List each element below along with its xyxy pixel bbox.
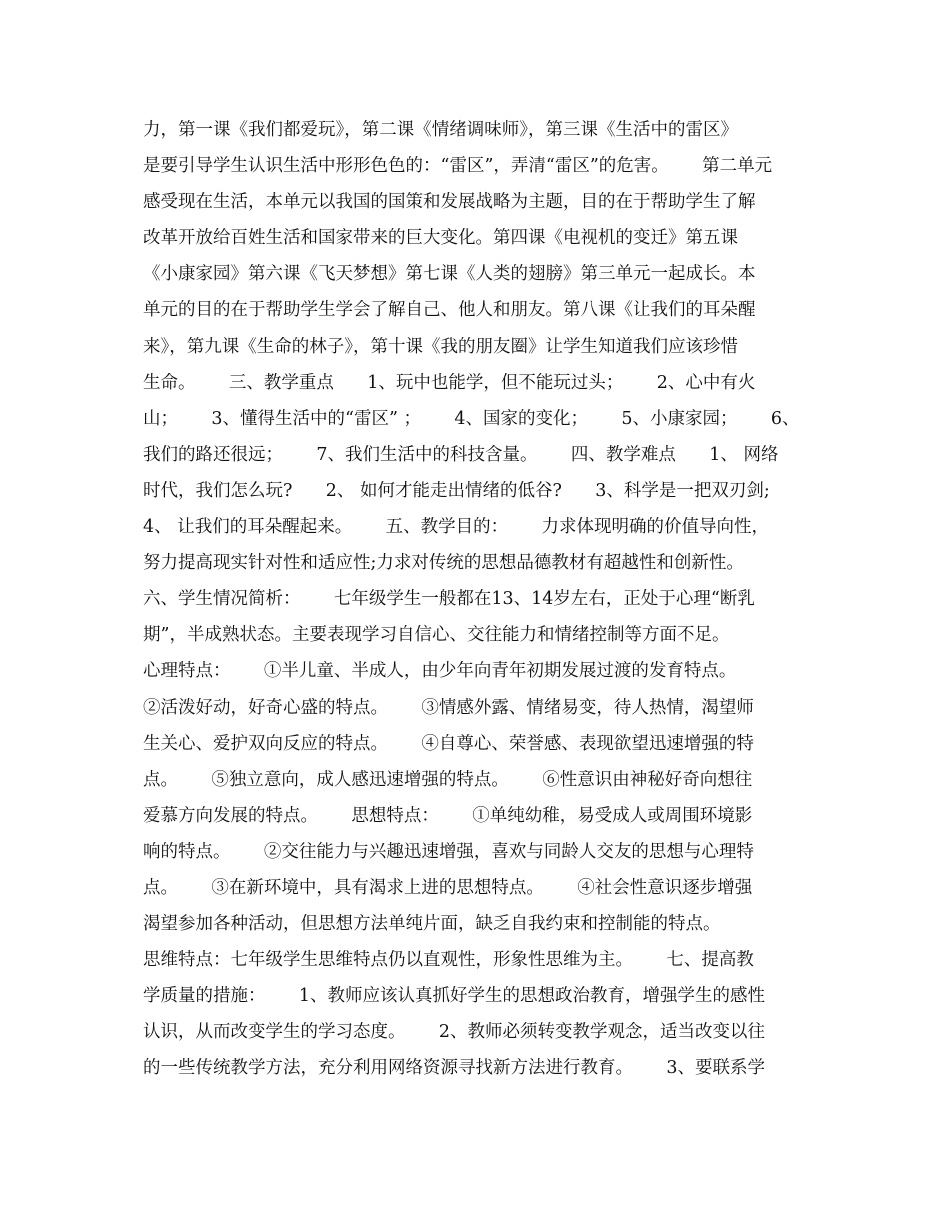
text-line: 时代，我们怎么玩? 2、 如何才能走出情绪的低谷? 3、科学是一把双刃剑; (143, 480, 770, 501)
text-line: 响的特点。 ②交往能力与兴趣迅速增强，喜欢与同龄人交友的思想与心理特 (143, 841, 754, 862)
text-line: 渴望参加各种活动，但思想方法单纯片面，缺乏自我约束和控制能的特点。 (143, 914, 721, 935)
text-line: ②活泼好动，好奇心盛的特点。 ③情感外露、情绪易变，待人热情，渴望师 (143, 697, 754, 718)
text-line: 生命。 三、教学重点 1、玩中也能学，但不能玩过头； 2、心中有火 (143, 372, 756, 393)
text-line: 心理特点： ①半儿童、半成人，由少年向青年初期发展过渡的发育特点。 (143, 661, 737, 682)
text-line: 4、 让我们的耳朵醒起来。 五、教学目的： 力求体现明确的价值导向性， (143, 517, 769, 538)
text-line: 感受现在生活，本单元以我国的国策和发展战略为主题，目的在于帮助学生了解 (143, 192, 756, 213)
text-line: 努力提高现实针对性和适应性;力求对传统的思想品德教材有超越性和创新性。 (143, 553, 744, 574)
text-line: 改革开放给百姓生活和国家带来的巨大变化。第四课《电视机的变迁》第五课 (143, 228, 738, 249)
text-line: 认识，从而改变学生的学习态度。 2、教师必须转变教学观念，适当改变以往 (143, 1022, 766, 1043)
text-line: 期”，半成熟状态。主要表现学习自信心、交往能力和情绪控制等方面不足。 (143, 625, 730, 646)
text-line: 单元的目的在于帮助学生学会了解自己、他人和朋友。第八课《让我们的耳朵醒 (143, 300, 756, 321)
text-line: 是要引导学生认识生活中形形色色的：“雷区”，弄清“雷区”的危害。 第二单元 (143, 156, 773, 177)
text-line: 力，第一课《我们都爱玩》，第二课《情绪调味师》，第三课《生活中的雷区》 (143, 120, 738, 140)
text-line: 学质量的措施： 1、教师应该认真抓好学生的思想政治教育，增强学生的感性 (143, 986, 766, 1007)
text-line: 山； 3、懂得生活中的“雷区” ； 4、国家的变化； 5、小康家园； 6、 (143, 408, 800, 429)
text-line: 思维特点：七年级学生思维特点仍以直观性，形象性思维为主。 七、提高教 (143, 950, 754, 971)
text-line: 来》，第九课《生命的林子》，第十课《我的朋友圈》让学生知道我们应该珍惜 (143, 336, 738, 357)
text-line: 我们的路还很远； 7、我们生活中的科技含量。 四、教学难点 1、 网络 (143, 444, 779, 465)
text-line: 爱慕方向发展的特点。 思想特点： ①单纯幼稚，易受成人或周围环境影 (143, 805, 753, 826)
document-body (143, 112, 813, 1087)
text-line: 生关心、爱护双向反应的特点。 ④自尊心、荣誉感、表现欲望迅速增强的特 (143, 733, 754, 754)
text-line: 《小康家园》第六课《飞天梦想》第七课《人类的翅膀》第三单元一起成长。本 (143, 264, 756, 285)
text-line: 点。 ⑤独立意向，成人感迅速增强的特点。 ⑥性意识由神秘好奇向想往 (143, 769, 753, 790)
text-line: 六、学生情况简析： 七年级学生一般都在13、14岁左右，正处于心理“断乳 (143, 589, 755, 610)
text-line: 的一些传统教学方法，充分利用网络资源寻找新方法进行教育。 3、要联系学 (143, 1058, 766, 1079)
text-line: 点。 ③在新环境中，具有渴求上进的思想特点。 ④社会性意识逐步增强 (143, 877, 753, 898)
